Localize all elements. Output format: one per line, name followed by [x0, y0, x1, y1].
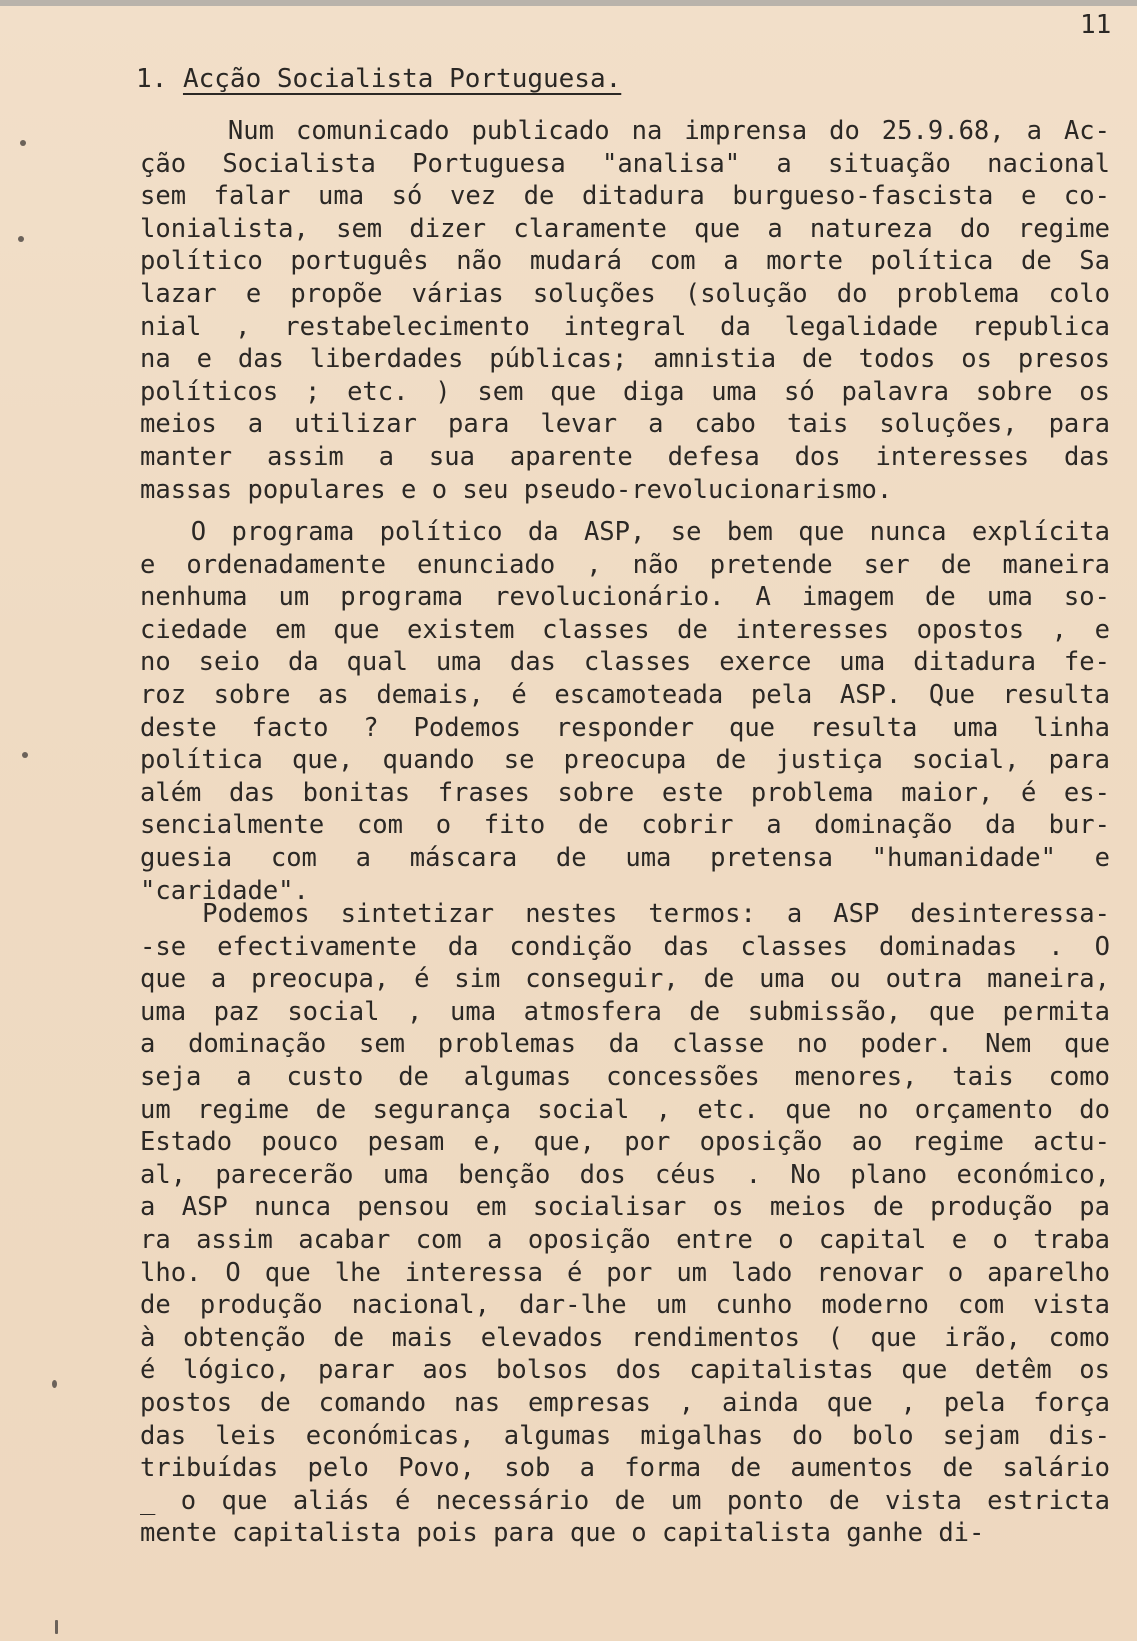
text-line: postos de comando nas empresas , ainda que , pela força: [140, 1388, 1110, 1418]
text-line: al, parecerão uma benção dos céus . No plano económico,: [140, 1159, 1110, 1190]
text-line: seja a custo de algumas concessões menores, tais como: [140, 1062, 1110, 1092]
text-line: guesia com a máscara de uma pretensa "humanidade" e: [140, 843, 1110, 873]
text-line: manter assim a sua aparente defesa dos interesses das: [140, 442, 1110, 472]
text-line: Podemos sintetizar nestes termos: a ASP desinteressa-: [140, 899, 1110, 929]
text-line: nial , restabelecimento integral da legalidade republica: [140, 311, 1110, 342]
text-line: e ordenadamente enunciado , não pretende ser de maneira: [140, 549, 1110, 580]
scan-speck: [55, 1620, 58, 1634]
text-line: política que, quando se preocupa de justiça social, para: [140, 745, 1110, 776]
text-line: é lógico, parar aos bolsos dos capitalistas que detêm os: [140, 1355, 1110, 1386]
page-top-edge: [0, 0, 1137, 6]
text-line: -se efectivamente da condição das classes dominadas . O: [140, 931, 1110, 962]
text-line: sencialmente com o fito de cobrir a dominação da bur-: [140, 810, 1110, 841]
text-line: nenhuma um programa revolucionário. A imagem de uma so-: [140, 582, 1110, 613]
scan-speck: [52, 1380, 57, 1388]
scan-speck: [18, 236, 24, 242]
text-line: de produção nacional, dar-lhe um cunho moderno com vista: [140, 1290, 1110, 1321]
text-line: uma paz social , uma atmosfera de submissão, que permita: [140, 996, 1110, 1027]
text-line: na e das liberdades públicas; amnistia de todos os presos: [140, 344, 1110, 375]
text-line: além das bonitas frases sobre este problema maior, é es-: [140, 777, 1110, 808]
text-line: a dominação sem problemas da classe no poder. Nem que: [140, 1029, 1110, 1060]
text-line: sem falar uma só vez de ditadura burgueso-fascista e co-: [140, 181, 1110, 212]
text-line: tribuídas pelo Povo, sob a forma de aumentos de salário: [140, 1453, 1110, 1484]
text-line: mente capitalista pois para que o capitalista ganhe di-: [140, 1518, 985, 1549]
page-number: 11: [1080, 10, 1112, 40]
text-line: político português não mudará com a morte política de Sa: [140, 246, 1110, 277]
text-line: deste facto ? Podemos responder que resulta uma linha: [140, 712, 1110, 743]
section-title: Acção Socialista Portuguesa.: [182, 64, 622, 94]
text-line: _ o que aliás é necessário de um ponto de vista estricta: [140, 1485, 1110, 1516]
text-line: lazar e propõe várias soluções (solução do problema colo: [140, 279, 1110, 309]
scan-speck: [20, 140, 26, 146]
text-line: ção Socialista Portuguesa "analisa" a situação nacional: [140, 148, 1110, 179]
section-number: 1.: [136, 64, 168, 94]
text-line: roz sobre as demais, é escamoteada pela ASP. Que resulta: [140, 680, 1110, 710]
scan-speck: [22, 752, 28, 758]
text-line: ciedade em que existem classes de interesses opostos , e: [140, 614, 1110, 645]
text-line: lho. O que lhe interessa é por um lado renovar o aparelho: [140, 1257, 1110, 1288]
text-line: "caridade".: [140, 875, 309, 906]
text-line: que a preocupa, é sim conseguir, de uma ou outra maneira,: [140, 964, 1110, 995]
text-line: massas populares e o seu pseudo-revolucionarismo.: [140, 474, 893, 505]
text-line: ra assim acabar com a oposição entre o capital e o traba: [140, 1225, 1110, 1255]
section-heading: [136, 64, 621, 94]
text-line: lonialista, sem dizer claramente que a natureza do regime: [140, 213, 1110, 244]
text-line: Estado pouco pesam e, que, por oposição ao regime actu-: [140, 1127, 1110, 1158]
text-line: Num comunicado publicado na imprensa do 25.9.68, a Ac-: [140, 116, 1110, 146]
text-line: meios a utilizar para levar a cabo tais soluções, para: [140, 409, 1110, 440]
text-line: políticos ; etc. ) sem que diga uma só palavra sobre os: [140, 376, 1110, 407]
text-line: a ASP nunca pensou em socialisar os meios de produção pa: [140, 1192, 1110, 1223]
text-line: um regime de segurança social , etc. que no orçamento do: [140, 1094, 1110, 1125]
text-line: à obtenção de mais elevados rendimentos ( que irão, como: [140, 1322, 1110, 1353]
text-line: O programa político da ASP, se bem que nunca explícita: [140, 517, 1110, 547]
text-line: das leis económicas, algumas migalhas do bolo sejam dis-: [140, 1420, 1110, 1451]
text-line: no seio da qual uma das classes exerce uma ditadura fe-: [140, 647, 1110, 678]
